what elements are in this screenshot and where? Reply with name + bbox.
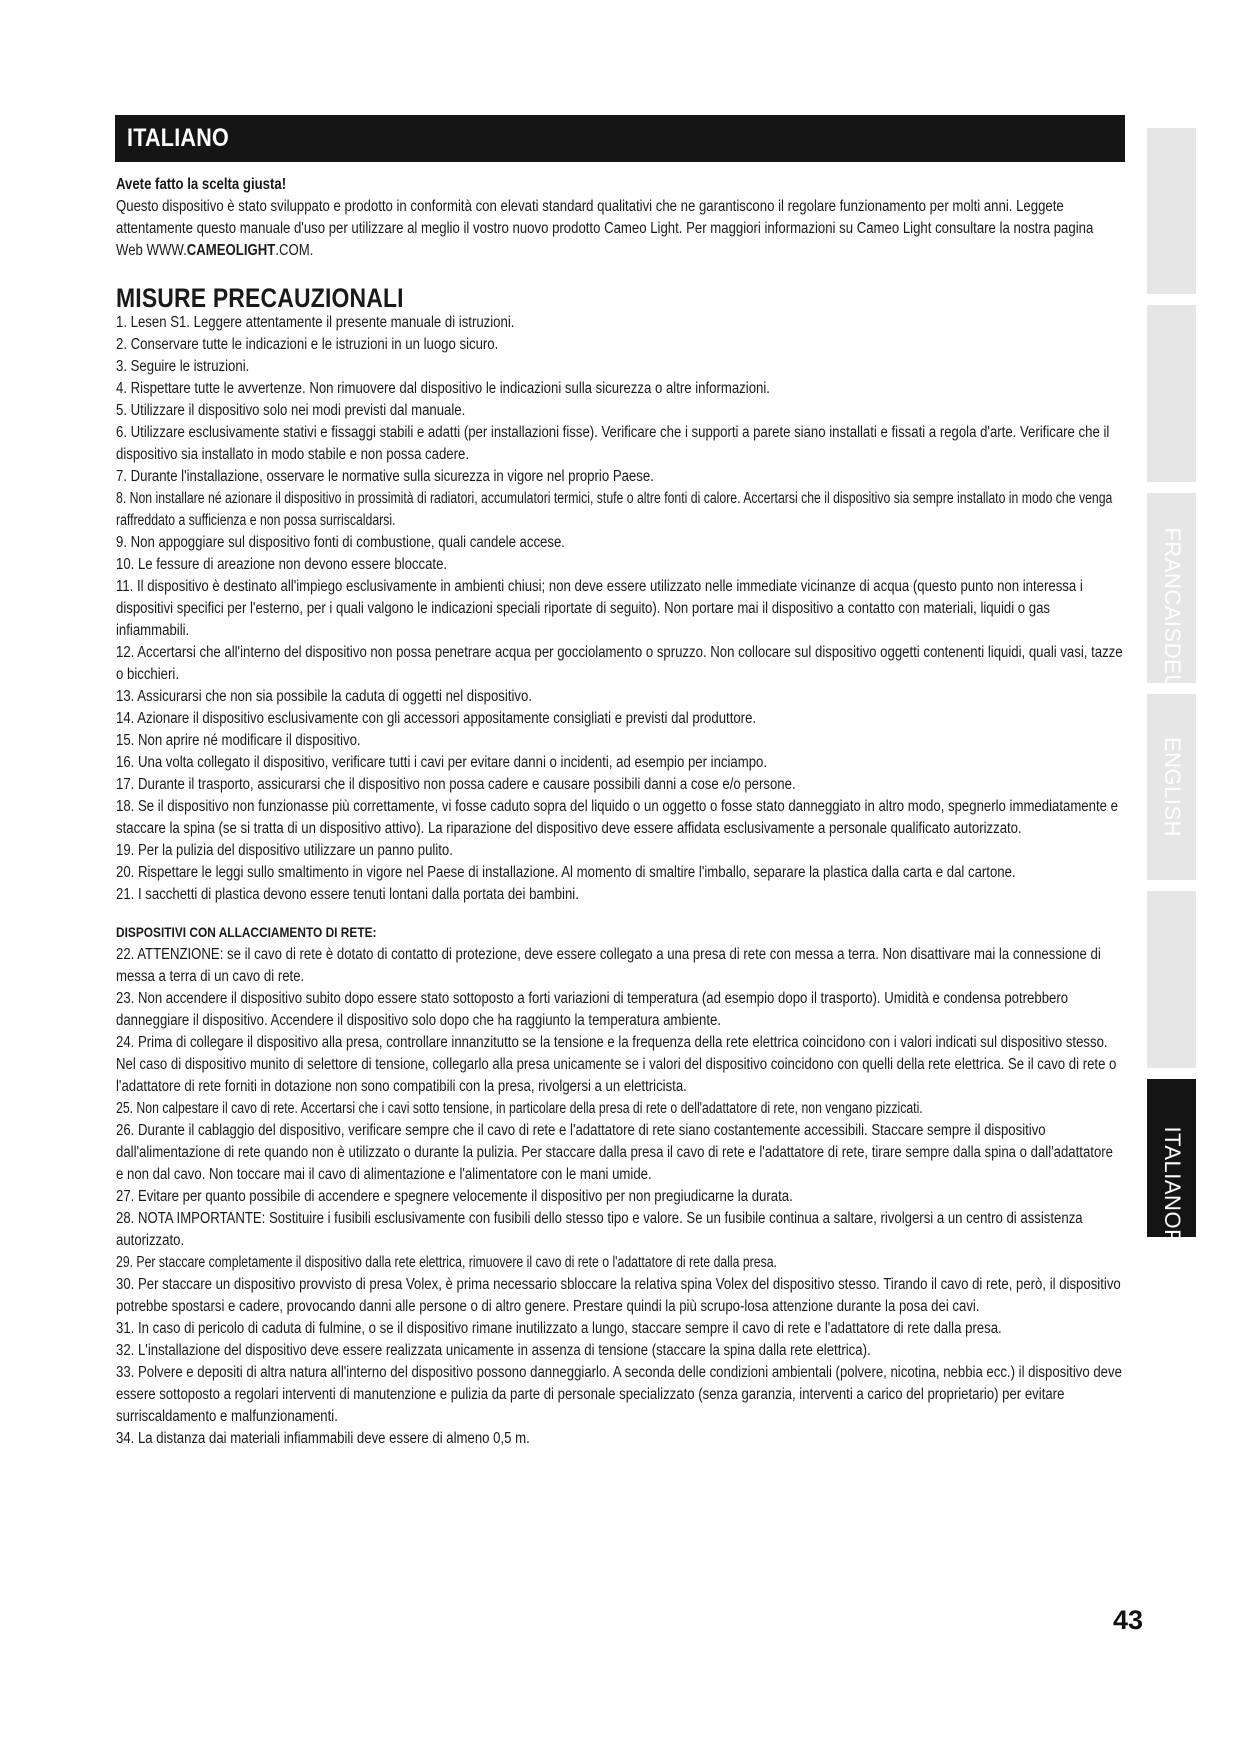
main-content xyxy=(116,174,1123,1450)
brand-name: CAMEOLIGHT xyxy=(186,242,276,259)
intro-heading: Avete fatto la scelta giusta! xyxy=(116,176,287,193)
list-item: 2. Conservare tutte le indicazioni e le istruzioni in un luogo sicuro. xyxy=(116,336,499,353)
list-item: 9. Non appoggiare sul dispositivo fonti di combustione, quali candele accese. xyxy=(116,534,565,551)
list-item: 4. Rispettare tutte le avvertenze. Non rimuovere dal dispositivo le indicazioni sulla sicurezza o altre informazioni. xyxy=(116,380,770,397)
precautions-list xyxy=(116,312,1123,906)
tab-blank-3[interactable] xyxy=(1147,891,1196,1068)
intro-text: Questo dispositivo è stato sviluppato e prodotto in conformità con elevati standard qualitativi che ne garantiscono il regolare funzionamento per molti anni. Leggete attentamente questo manuale d'uso per utilizzare al meglio il vostro nuovo prodotto Cameo Light. Per maggiori informazioni su Cameo Light consultare la nostra pagina Web WWW. xyxy=(116,198,1094,259)
list-item: 31. In caso di pericolo di caduta di fulmine, o se il dispositivo rimane inutilizzato a lungo, staccare sempre il cavo di rete e l'adattatore di rete dalla presa. xyxy=(116,1320,1002,1337)
list-item: 11. Il dispositivo è destinato all'impiego esclusivamente in ambienti chiusi; non deve essere utilizzato nelle immediate vicinanze di acqua (questo punto non interessa i dispositivi specifici per l'esterno, per i quali valgono le indicazioni speciali riportate di seguito). Non portare mai il dispositivo a contatto con materiali, liquidi o gas infiammabili. xyxy=(116,578,1083,639)
list-item: 6. Utilizzare esclusivamente stativi e fissaggi stabili e adatti (per installazioni fisse). Verificare che i supporti a parete siano installati e fissati a regola d'arte. Verificare che il dispositivo sia installato in modo stabile e non possa cadere. xyxy=(116,424,1110,463)
intro-paragraph xyxy=(116,196,1123,262)
list-item: 5. Utilizzare il dispositivo solo nei modi previsti dal manuale. xyxy=(116,402,466,419)
list-item: 19. Per la pulizia del dispositivo utilizzare un panno pulito. xyxy=(116,842,453,859)
list-item: 10. Le fessure di areazione non devono essere bloccate. xyxy=(116,556,448,573)
tab-francais-deutsch[interactable] xyxy=(1147,493,1196,683)
list-item: 32. L'installazione del dispositivo deve essere realizzata unicamente in assenza di tensione (staccare la spina dalla rete elettrica). xyxy=(116,1342,871,1359)
tab-polski-label: POLSKI xyxy=(1159,1229,1185,1312)
language-header-bar xyxy=(115,115,1125,162)
list-item: 28. NOTA IMPORTANTE: Sostituire i fusibili esclusivamente con fusibili dello stesso tipo e valore. Se un fusibile continua a saltare, rivolgersi a un centro di assistenza autorizzato. xyxy=(116,1210,1083,1249)
section-title: MISURE PRECAUZIONALI xyxy=(116,283,404,313)
tab-italiano-active[interactable] xyxy=(1147,1079,1196,1312)
list-item: 7. Durante l'installazione, osservare le normative sulla sicurezza in vigore nel proprio Paese. xyxy=(116,468,654,485)
list-item: 25. Non calpestare il cavo di rete. Accertarsi che i cavi sotto tensione, in particolare della presa di rete o dell'adattatore di rete, non vengano pizzicati. xyxy=(116,1100,923,1117)
list-item: 26. Durante il cablaggio del dispositivo, verificare sempre che il cavo di rete e l'adattatore di rete siano costantemente accessibili. Staccare sempre il dispositivo dall'alimentazione di rete quando non è utilizzato o durante la pulizia. Per staccare dalla presa il cavo di rete e l'adattatore di rete, tirare sempre dalla spina o dall'adattatore e non dal cavo. Non toccare mai il cavo di alimentazione e l'alimentatore con le mani umide. xyxy=(116,1122,1113,1183)
list-item: 29. Per staccare completamente il dispositivo dalla rete elettrica, rimuovere il cavo di rete o l'adattatore di rete dalla presa. xyxy=(116,1254,777,1271)
section-subheading: DISPOSITIVI CON ALLACCIAMENTO DI RETE: xyxy=(116,924,377,940)
list-item: 20. Rispettare le leggi sullo smaltimento in vigore nel Paese di installazione. Al momento di smaltire l'imballo, separare la plastica dalla carta e dal cartone. xyxy=(116,864,1016,881)
text-column xyxy=(116,174,1123,1450)
list-item: 12. Accertarsi che all'interno del dispositivo non possa penetrare acqua per gocciolamento o spruzzo. Non collocare sul dispositivo oggetti contenenti liquidi, quali vasi, tazze o bicchieri. xyxy=(116,644,1123,683)
page-number: 43 xyxy=(1113,1605,1144,1635)
list-item: 27. Evitare per quanto possibile di accendere e spegnere velocemente il dispositivo per non pregiudicarne la durata. xyxy=(116,1188,793,1205)
list-item: 33. Polvere e depositi di altra natura all'interno del dispositivo possono danneggiarlo. A seconda delle condizioni ambientali (polvere, nicotina, nebbia ecc.) il dispositivo deve essere sottoposto a regolari interventi di manutenzione e pulizia da parte di personale specializzato (senza garanzia, interventi a carico del proprietario) per evitare surriscaldamento e malfunzionamenti. xyxy=(116,1364,1122,1425)
list-item: 15. Non aprire né modificare il dispositivo. xyxy=(116,732,361,749)
list-item: 16. Una volta collegato il dispositivo, verificare tutti i cavi per evitare danni o incidenti, ad esempio per inciampo. xyxy=(116,754,768,771)
list-item: 18. Se il dispositivo non funzionasse più correttamente, vi fosse caduto sopra del liquido o un oggetto o fosse stato danneggiato in altro modo, spegnerlo immediatamente e staccare la spina (se si tratta di un dispositivo attivo). La riparazione del dispositivo deve essere affidata esclusivamente a personale qualificato autorizzato. xyxy=(116,798,1118,837)
intro-text-end: .COM. xyxy=(275,242,314,259)
list-item: 30. Per staccare un dispositivo provvisto di presa Volex, è prima necessario sbloccare la relativa spina Volex del dispositivo stesso. Tirando il cavo di rete, però, il dispositivo potrebbe spostarsi e cadere, provocando danni alle persone o di altro genere. Prestare quindi la più scrupo-losa attenzione durante la posa dei cavi. xyxy=(116,1276,1121,1315)
list-item: 3. Seguire le istruzioni. xyxy=(116,358,250,375)
language-title: ITALIANO xyxy=(127,124,229,152)
tab-blank-1[interactable] xyxy=(1147,128,1196,294)
list-item: 14. Azionare il dispositivo esclusivamente con gli accessori appositamente consigliati e previsti dal produttore. xyxy=(116,710,757,727)
mains-precautions-list xyxy=(116,944,1123,1450)
tab-italiano-label: ITALIANO xyxy=(1159,1126,1185,1230)
list-item: 17. Durante il trasporto, assicurarsi che il dispositivo non possa cadere e causare possibili danni a cose e/o persone. xyxy=(116,776,796,793)
tab-francais-label: FRANCAIS xyxy=(1159,527,1185,643)
list-item: 34. La distanza dai materiali infiammabili deve essere di almeno 0,5 m. xyxy=(116,1430,530,1447)
tab-deutsch-english[interactable] xyxy=(1147,694,1196,880)
list-item: 1. Lesen S1. Leggere attentamente il presente manuale di istruzioni. xyxy=(116,314,515,331)
list-item: 8. Non installare né azionare il dispositivo in prossimità di radiatori, accumulatori termici, stufe o altre fonti di calore. Accertarsi che il dispositivo sia sempre installato in modo che venga raffreddato a sufficienza e non possa surriscaldarsi. xyxy=(116,490,1113,529)
list-item: 13. Assicurarsi che non sia possibile la caduta di oggetti nel dispositivo. xyxy=(116,688,532,705)
list-item: 24. Prima di collegare il dispositivo alla presa, controllare innanzitutto se la tensione e la frequenza della rete elettrica coincidono con i valori indicati sul dispositivo stesso. Nel caso di dispositivo munito di selettore di tensione, collegarlo alla presa unicamente se i valori del dispositivo coincidono con quelli della rete elettrica. Se il cavo di rete o l'adattatore di rete forniti in dotazione non sono compatibili con la presa, rivolgersi a un elettricista. xyxy=(116,1034,1117,1095)
list-item: 21. I sacchetti di plastica devono essere tenuti lontani dalla portata dei bambini. xyxy=(116,886,579,903)
list-item: 22. ATTENZIONE: se il cavo di rete è dotato di contatto di protezione, deve essere collegato a una presa di rete con messa a terra. Non disattivare mai la connessione di messa a terra di un cavo di rete. xyxy=(116,946,1101,985)
list-item: 23. Non accendere il dispositivo subito dopo essere stato sottoposto a forti variazioni di temperatura (ad esempio dopo il trasporto). Umidità e condensa potrebbero danneggiare il dispositivo. Accendere il dispositivo solo dopo che ha raggiunto la temperatura ambiente. xyxy=(116,990,1069,1029)
tab-english-label: ENGLISH xyxy=(1159,736,1185,838)
tab-blank-2[interactable] xyxy=(1147,305,1196,482)
